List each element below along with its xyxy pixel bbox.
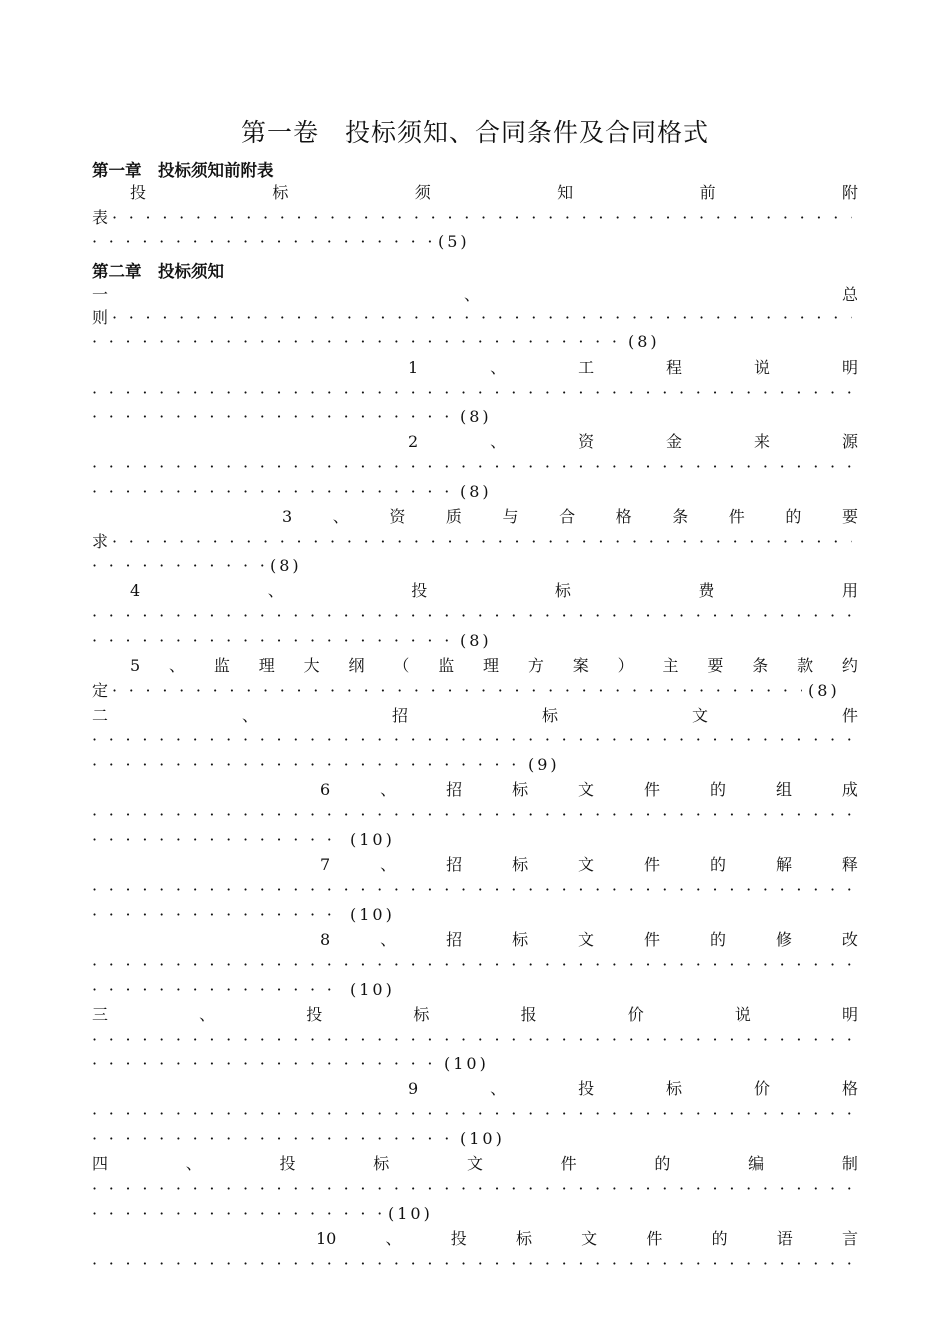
- toc-entry-7[interactable]: 7 、 招 标 文 件 的 解 释: [320, 855, 858, 874]
- toc-entry-10[interactable]: 10 、 投 标 文 件 的 语 言: [316, 1229, 858, 1248]
- toc-leader: [92, 230, 552, 254]
- toc-entry-section-2[interactable]: 二 、 招 标 文 件: [92, 706, 858, 725]
- toc-entry-1[interactable]: 1 、 工 程 说 明: [408, 358, 858, 377]
- page-number: (5): [438, 232, 470, 251]
- toc-entry-4[interactable]: 4 、 投 标 费 用: [130, 581, 858, 600]
- toc-leader: [92, 455, 858, 479]
- toc-entry-6[interactable]: 6 、 招 标 文 件 的 组 成: [320, 780, 858, 799]
- toc-leader: · · ·(8): [92, 330, 692, 354]
- toc-leader: · · ·(10): [92, 903, 412, 927]
- toc-leader: [92, 1252, 858, 1276]
- toc-leader: · · ·(9): [92, 753, 572, 777]
- toc-entry-pre-table[interactable]: 投 标 须 知 前 附: [130, 183, 858, 202]
- toc-leader: [92, 1102, 858, 1126]
- volume-title: 第一卷 投标须知、合同条件及合同格式: [240, 118, 709, 147]
- toc-entry-8[interactable]: 8 、 招 标 文 件 的 修 改: [320, 930, 858, 949]
- toc-leader: [92, 604, 858, 628]
- toc-entry-section-3[interactable]: 三 、 投 标 报 价 说 明: [92, 1005, 858, 1024]
- toc-leader: · · ·(8): [92, 629, 512, 653]
- toc-entry-3[interactable]: 3 、 资 质 与 合 格 条 件 的 要: [282, 507, 858, 526]
- toc-leader: [92, 803, 858, 827]
- toc-leader: 表· · ·: [92, 206, 858, 230]
- toc-entry-section-4[interactable]: 四 、 投 标 文 件 的 编 制: [92, 1154, 858, 1173]
- toc-leader: [92, 878, 858, 902]
- chapter-1-heading: 第一章 投标须知前附表: [92, 161, 274, 180]
- toc-leader: [92, 728, 858, 752]
- toc-leader: · · ·(8): [92, 405, 512, 429]
- toc-leader: · · ·(10): [92, 978, 412, 1002]
- toc-entry-9[interactable]: 9 、 投 标 价 格: [408, 1079, 858, 1098]
- toc-leader: · · ·(10): [92, 1202, 452, 1226]
- toc-leader: · · ·(10): [92, 1127, 532, 1151]
- toc-leader: [92, 1028, 858, 1052]
- toc-leader: [92, 381, 858, 405]
- toc-leader: 求· · ·: [92, 530, 858, 554]
- toc-leader: [92, 953, 858, 977]
- toc-entry-5[interactable]: 5 、 监 理 大 纲 （ 监 理 方 案 ） 主 要 条 款 约: [130, 656, 858, 675]
- toc-leader: · · ·(10): [92, 828, 412, 852]
- chapter-2-heading: 第二章 投标须知: [92, 262, 224, 281]
- toc-leader: 则· · ·: [92, 306, 858, 330]
- toc-leader: · · ·(10): [92, 1052, 512, 1076]
- toc-leader: · · ·(8): [92, 480, 512, 504]
- toc-entry-2[interactable]: 2 、 资 金 来 源: [408, 432, 858, 451]
- toc-leader: [92, 1177, 858, 1201]
- toc-leader: · · ·(8): [92, 554, 352, 578]
- toc-entry-general[interactable]: 一 、 总: [92, 285, 858, 304]
- toc-leader: 定· · · (8): [92, 679, 858, 703]
